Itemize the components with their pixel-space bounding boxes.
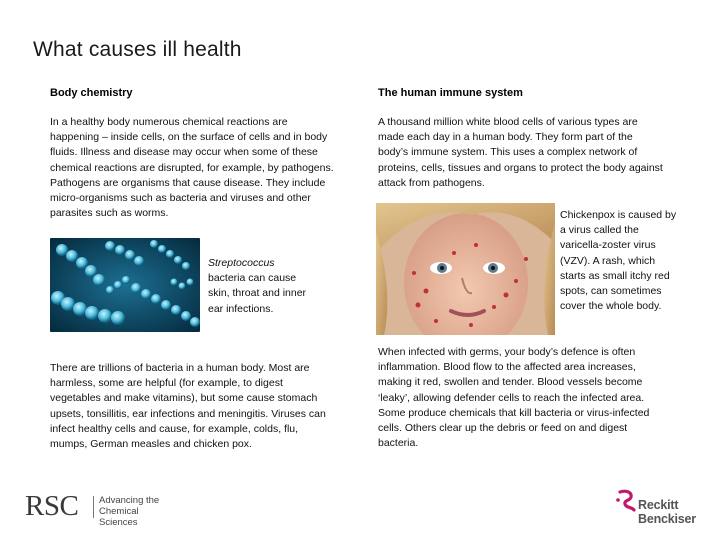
rsc-tagline-line1: Advancing the xyxy=(99,495,160,506)
rsc-logo-divider xyxy=(93,496,94,518)
rb-logo-line1: Reckitt xyxy=(638,498,679,512)
immune-system-heading: The human immune system xyxy=(378,87,523,99)
bacteria-paragraph: There are trillions of bacteria in a human body. Most are harmless, some are helpful (for example, to digest vegetables and make vitamins), but some cause stomach upsets, tonsillitis, ear infections and meningitis. Viruses can infect healthy cells and cause, for example, colds, flu, mumps, German measles and chicken pox. xyxy=(50,362,326,451)
body-chemistry-heading: Body chemistry xyxy=(50,87,133,99)
streptococcus-caption xyxy=(208,256,308,317)
body-chemistry-paragraph: In a healthy body numerous chemical reactions are happening – inside cells, on the surface of cells and in body fluids. Illness and disease may occur when some of these chemical reactions are disrupted, for example, by pathogens. Pathogens are organisms that cause disease. They include micro-organisms such as bacteria and viruses and other parasites such as worms. xyxy=(50,116,334,220)
rb-logo-text xyxy=(638,498,696,526)
rsc-logo xyxy=(25,490,165,528)
rsc-tagline-line2: Chemical Sciences xyxy=(99,506,139,528)
streptococcus-species-name: Streptococcus xyxy=(208,257,275,269)
rb-swirl-icon xyxy=(614,488,640,514)
chickenpox-caption: Chickenpox is caused by a virus called the varicella-zoster virus (VZV). A rash, which starts as small itchy red spots, can sometimes cover the whole body. xyxy=(560,209,677,313)
chickenpox-child-image xyxy=(376,203,555,335)
page-title: What causes ill health xyxy=(33,38,242,61)
rsc-logo-tagline xyxy=(99,495,165,528)
reckitt-benckiser-logo xyxy=(614,488,704,528)
inflammation-paragraph: When infected with germs, your body’s defence is often inflammation. Blood flow to the affected area increases, making it red, swollen and tender. Blood vessels become ‘leaky’, allowing defender cells to reach the infected area. Some produce chemicals that kill bacteria or virus-infected cells. Others clear up the debris or feed on and digest bacteria. xyxy=(378,346,650,450)
streptococcus-caption-text: bacteria can cause skin, throat and inner ear infections. xyxy=(208,272,307,315)
immune-system-paragraph: A thousand million white blood cells of various types are made each day in a human body. They form part of the body’s immune system. This uses a complex network of proteins, cells, tissues and organs to protect the body against attack from pathogens. xyxy=(378,116,663,189)
streptococcus-image xyxy=(50,238,200,332)
rb-logo-line2: Benckiser xyxy=(638,512,696,526)
rsc-logo-letters: RSC xyxy=(25,490,79,522)
